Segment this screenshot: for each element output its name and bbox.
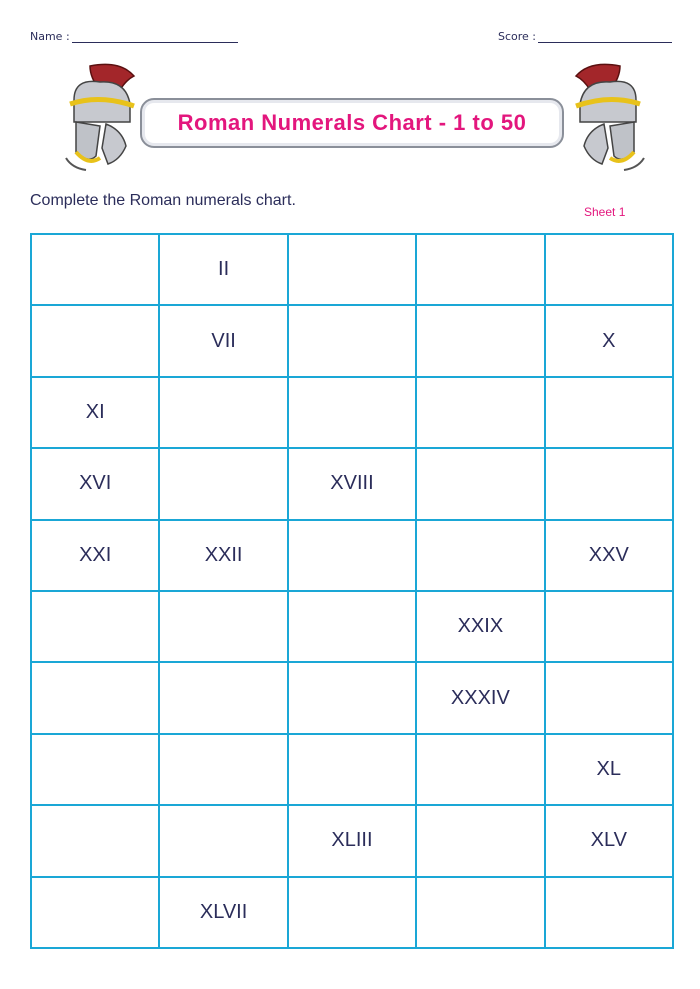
table-row (31, 662, 673, 733)
title-scroll (140, 98, 564, 148)
roman-helmet-icon (568, 60, 650, 178)
chart-cell[interactable] (288, 305, 416, 376)
chart-cell[interactable] (288, 377, 416, 448)
chart-cell[interactable]: XVI (31, 448, 159, 519)
chart-cell[interactable]: XVIII (288, 448, 416, 519)
table-row (31, 805, 673, 876)
chart-cell[interactable]: XLVII (159, 877, 287, 948)
chart-cell[interactable] (31, 662, 159, 733)
chart-cell[interactable] (159, 734, 287, 805)
chart-cell[interactable]: XXII (159, 520, 287, 591)
chart-cell[interactable] (159, 662, 287, 733)
chart-cell[interactable] (545, 591, 673, 662)
table-row (31, 448, 673, 519)
chart-cell[interactable]: XLIII (288, 805, 416, 876)
chart-cell[interactable] (416, 520, 544, 591)
chart-cell[interactable] (31, 591, 159, 662)
name-input-line[interactable] (72, 28, 238, 43)
table-row (31, 591, 673, 662)
chart-cell[interactable] (159, 591, 287, 662)
chart-cell[interactable] (416, 734, 544, 805)
chart-cell[interactable]: XL (545, 734, 673, 805)
chart-cell[interactable] (31, 305, 159, 376)
chart-cell[interactable] (416, 877, 544, 948)
table-row (31, 520, 673, 591)
chart-cell[interactable] (31, 234, 159, 305)
chart-cell[interactable] (159, 448, 287, 519)
chart-cell[interactable] (416, 377, 544, 448)
chart-cell[interactable] (416, 805, 544, 876)
chart-cell[interactable]: VII (159, 305, 287, 376)
chart-cell[interactable] (31, 877, 159, 948)
chart-cell[interactable] (545, 234, 673, 305)
chart-cell[interactable]: XLV (545, 805, 673, 876)
table-row (31, 734, 673, 805)
chart-cell[interactable] (159, 377, 287, 448)
sheet-label: Sheet 1 (584, 205, 626, 219)
chart-cell[interactable] (288, 520, 416, 591)
chart-cell[interactable] (31, 805, 159, 876)
chart-cell[interactable]: XXV (545, 520, 673, 591)
chart-cell[interactable] (288, 234, 416, 305)
chart-cell[interactable] (416, 234, 544, 305)
chart-cell[interactable]: XXIX (416, 591, 544, 662)
page-title: Roman Numerals Chart - 1 to 50 (177, 110, 527, 135)
table-row (31, 377, 673, 448)
chart-cell[interactable] (159, 805, 287, 876)
chart-cell[interactable] (31, 734, 159, 805)
chart-cell[interactable] (288, 662, 416, 733)
chart-cell[interactable]: II (159, 234, 287, 305)
chart-cell[interactable] (545, 448, 673, 519)
chart-cell[interactable]: XXXIV (416, 662, 544, 733)
chart-cell[interactable] (288, 877, 416, 948)
chart-cell[interactable] (545, 377, 673, 448)
roman-numerals-chart (30, 233, 674, 949)
score-field (498, 28, 672, 43)
title-banner (60, 60, 650, 180)
chart-cell[interactable] (416, 305, 544, 376)
chart-cell[interactable] (288, 734, 416, 805)
instruction-text: Complete the Roman numerals chart. (30, 192, 296, 209)
name-field (30, 28, 238, 43)
score-label: Score : (498, 30, 537, 43)
table-row (31, 877, 673, 948)
score-input-line[interactable] (538, 28, 672, 43)
chart-cell[interactable] (416, 448, 544, 519)
chart-cell[interactable] (288, 591, 416, 662)
chart-cell[interactable] (545, 877, 673, 948)
table-row (31, 305, 673, 376)
chart-cell[interactable]: XXI (31, 520, 159, 591)
chart-cell[interactable]: XI (31, 377, 159, 448)
name-label: Name : (30, 30, 70, 43)
chart-cell[interactable]: X (545, 305, 673, 376)
table-row (31, 234, 673, 305)
chart-cell[interactable] (545, 662, 673, 733)
roman-helmet-icon (60, 60, 142, 178)
